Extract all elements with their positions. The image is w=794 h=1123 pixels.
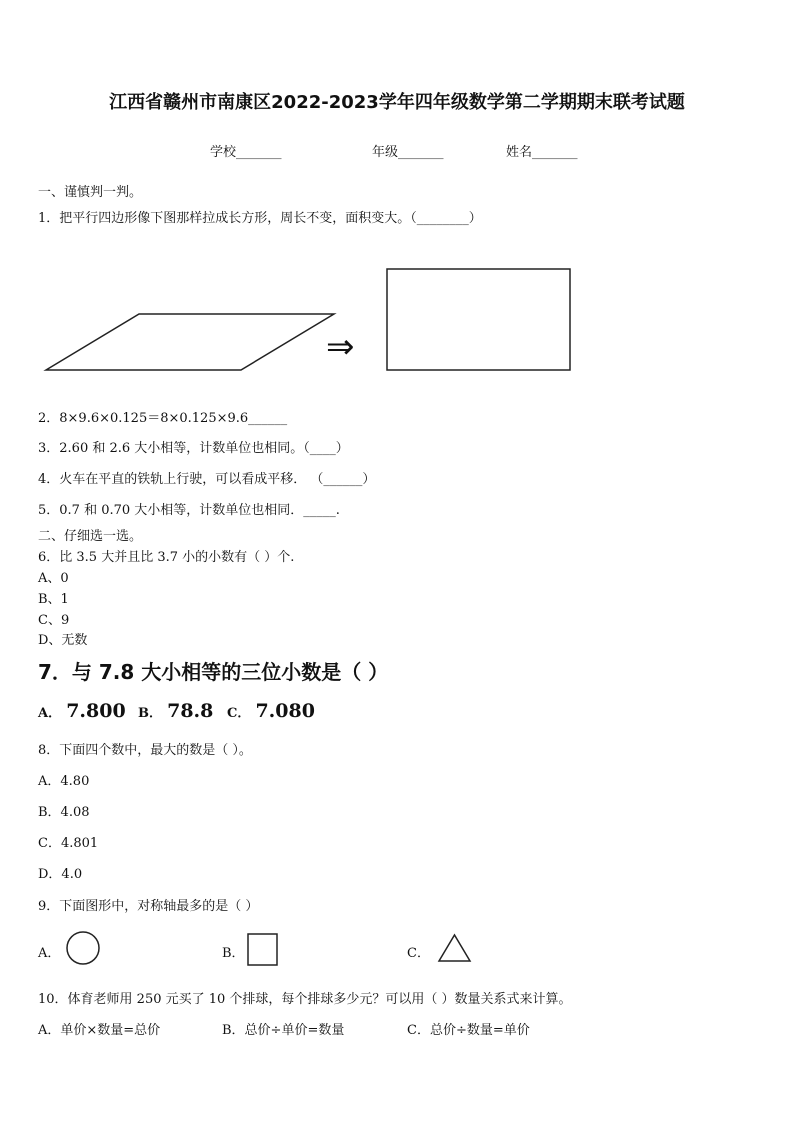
double-arrow-icon: ⇒ (326, 327, 355, 367)
q10-option-a: A．单价×数量=总价 (38, 1023, 161, 1038)
question-8: 8．下面四个数中，最大的数是（ ）。 (38, 743, 252, 758)
q10-option-c: C．总价÷数量=单价 (407, 1023, 530, 1038)
q9-option-a-label: A． (38, 946, 61, 961)
section-heading-choose: 二、仔细选一选。 (38, 529, 143, 544)
grade-field: 年级_______ (372, 145, 444, 160)
question-3: 3．2.60 和 2.6 大小相等，计数单位也相同。（____） (38, 441, 349, 456)
question-10: 10．体育老师用 250 元买了 10 个排球，每个排球多少元？可以用（ ）数量关系式来计算。 (38, 992, 572, 1007)
section-heading-judge: 一、谨慎判一判。 (38, 185, 143, 200)
circle-icon (67, 932, 99, 964)
q8-option-d: D．4.0 (38, 867, 83, 882)
question-6: 6．比 3.5 大并且比 3.7 小的小数有（ ）个. (38, 550, 295, 565)
q8-option-c: C．4.801 (38, 836, 99, 851)
q6-option-b: B、1 (38, 592, 69, 607)
school-field: 学校_______ (210, 145, 282, 160)
q8-option-b: B．4.08 (38, 805, 90, 820)
q9-option-b-label: B． (222, 946, 245, 961)
question-9: 9．下面图形中，对称轴最多的是（ ） (38, 899, 259, 914)
q6-option-d: D、无数 (38, 633, 88, 648)
question-7: 7．与 7.8 大小相等的三位小数是（ ） (38, 660, 389, 684)
q8-option-a: A．4.80 (38, 774, 90, 789)
triangle-icon (439, 935, 470, 961)
q7-option-c-letter: C． (227, 706, 251, 721)
question-2: 2．8×9.6×0.125＝8×0.125×9.6______ (38, 411, 288, 426)
q9-option-c-label: C． (407, 946, 430, 961)
question-1: 1．把平行四边形像下图那样拉成长方形，周长不变，面积变大。（________） (38, 211, 482, 226)
q7-option-a-letter: A． (38, 706, 62, 721)
q7-option-c-value: 7.080 (255, 700, 315, 722)
q7-option-a-value: 7.800 (66, 700, 126, 722)
page-title: 江西省赣州市南康区2022-2023学年四年级数学第二学期期末联考试题 (109, 92, 685, 113)
q6-option-c: C、9 (38, 613, 70, 628)
name-field: 姓名_______ (506, 145, 578, 160)
q10-option-b: B．总价÷单价=数量 (222, 1023, 345, 1038)
q6-option-a: A、0 (38, 571, 69, 586)
q7-option-b-letter: B． (138, 706, 162, 721)
question-5: 5．0.7 和 0.70 大小相等，计数单位也相同．_____. (38, 503, 340, 518)
q7-option-b-value: 78.8 (167, 700, 214, 722)
square-icon (248, 934, 277, 965)
question-4: 4．火车在平直的铁轨上行驶，可以看成平移． （______） (38, 472, 376, 487)
